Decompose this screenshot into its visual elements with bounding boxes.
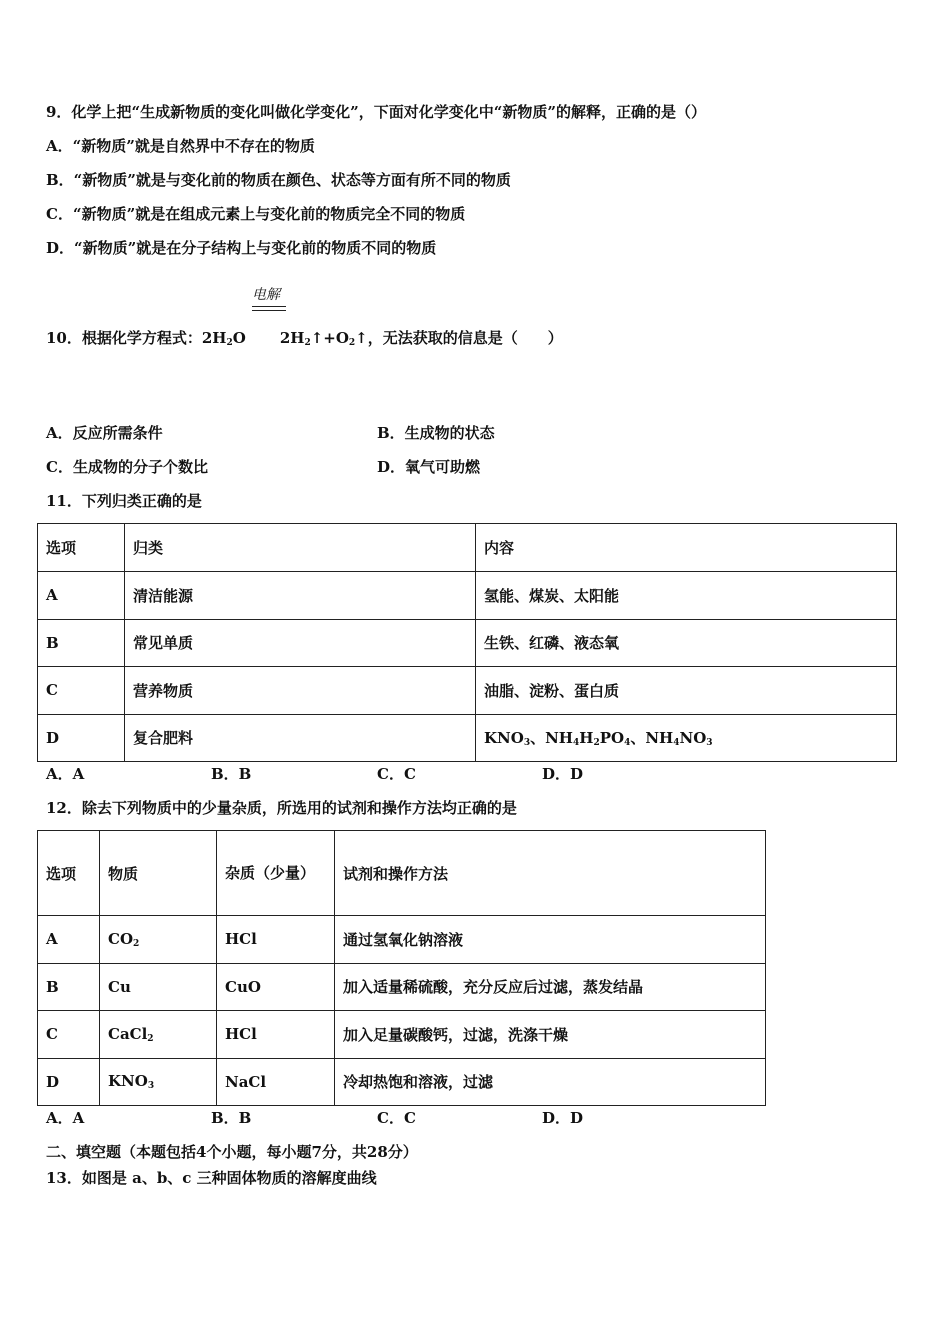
q9-stem: 9．化学上把“生成新物质的变化叫做化学变化”，下面对化学变化中“新物质”的解释，正确的是（）	[46, 103, 706, 121]
cell-option: C	[38, 1011, 100, 1059]
cell-option: B	[38, 619, 125, 667]
cell-substance: Cu	[100, 963, 217, 1011]
q12-answer-option: C．C	[377, 1109, 416, 1127]
cell-method: 加入足量碳酸钙，过滤，洗涤干燥	[335, 1011, 766, 1059]
q10-option-d: D．氧气可助燃	[377, 458, 481, 476]
header-substance: 物质	[100, 831, 217, 916]
cell-impurity: HCl	[217, 1011, 335, 1059]
header-impurity: 杂质（少量）	[217, 831, 335, 916]
q11-stem: 11．下列归类正确的是	[46, 492, 202, 510]
table-row	[38, 1058, 766, 1106]
cell-option: C	[38, 667, 125, 715]
header-content: 内容	[476, 524, 897, 572]
cell-option: D	[38, 1058, 100, 1106]
cell-method: 冷却热饱和溶液，过滤	[335, 1058, 766, 1106]
q10-option-a: A．反应所需条件	[46, 424, 163, 442]
reactant-formula: $2H_2O$	[201, 329, 246, 348]
product-formula: $2H_2↑+O_2↑$	[279, 329, 368, 348]
cell-category: 复合肥料	[125, 714, 476, 762]
section-2-heading: 二、填空题（本题包括4个小题，每小题7分，共28分）	[46, 1143, 418, 1161]
q10-suffix: ，无法获取的信息是（ ）	[367, 329, 563, 347]
q10-stem	[46, 328, 563, 353]
q9-option-a: A．“新物质”就是自然界中不存在的物质	[46, 137, 315, 155]
reaction-condition: 电解	[252, 287, 280, 303]
table-row	[38, 667, 897, 715]
cell-option: D	[38, 714, 125, 762]
cell-impurity: CuO	[217, 963, 335, 1011]
q10-option-c: C．生成物的分子个数比	[46, 458, 208, 476]
cell-content: 氢能、煤炭、太阳能	[476, 572, 897, 620]
cell-method: 加入适量稀硫酸，充分反应后过滤，蒸发结晶	[335, 963, 766, 1011]
q12-table	[37, 830, 766, 1106]
q9-option-b: B．“新物质”就是与变化前的物质在颜色、状态等方面有所不同的物质	[46, 171, 511, 189]
header-option: 选项	[38, 831, 100, 916]
q11-answer-option: D．D	[542, 765, 584, 783]
cell-substance: $CO_2$	[100, 916, 217, 964]
cell-substance: $KNO_3$	[100, 1058, 217, 1106]
q13-stem: 13．如图是 a、b、c 三种固体物质的溶解度曲线	[46, 1169, 377, 1187]
header-method: 试剂和操作方法	[335, 831, 766, 916]
cell-impurity: HCl	[217, 916, 335, 964]
table-row	[38, 714, 897, 762]
cell-category: 常见单质	[125, 619, 476, 667]
cell-category: 清洁能源	[125, 572, 476, 620]
q10-option-b: B．生成物的状态	[377, 424, 495, 442]
q11-table	[37, 523, 897, 762]
cell-option: B	[38, 963, 100, 1011]
header-option: 选项	[38, 524, 125, 572]
q12-answer-option: B．B	[211, 1109, 252, 1127]
cell-content: $KNO_3$、$NH_4H_2PO_4$、$NH_4NO_3$	[476, 714, 897, 762]
cell-content: 油脂、淀粉、蛋白质	[476, 667, 897, 715]
q11-answer-option: B．B	[211, 765, 252, 783]
q9-option-c: C．“新物质”就是在组成元素上与变化前的物质完全不同的物质	[46, 205, 466, 223]
cell-substance: CaCl$_2$	[100, 1011, 217, 1059]
header-category: 归类	[125, 524, 476, 572]
cell-option: A	[38, 916, 100, 964]
table-row	[38, 916, 766, 964]
q12-answer-option: D．D	[542, 1109, 584, 1127]
q11-answer-option: C．C	[377, 765, 416, 783]
table-row	[38, 619, 897, 667]
q12-stem: 12．除去下列物质中的少量杂质，所选用的试剂和操作方法均正确的是	[46, 799, 517, 817]
table-row	[38, 1011, 766, 1059]
equation-equals-sign	[252, 306, 286, 311]
table-row	[38, 572, 897, 620]
q11-answer-option: A．A	[46, 765, 85, 783]
cell-method: 通过氢氧化钠溶液	[335, 916, 766, 964]
cell-content: 生铁、红磷、液态氧	[476, 619, 897, 667]
q9-option-d: D．“新物质”就是在分子结构上与变化前的物质不同的物质	[46, 239, 437, 257]
q12-answer-option: A．A	[46, 1109, 85, 1127]
cell-impurity: NaCl	[217, 1058, 335, 1106]
q10-prefix: 10．根据化学方程式：	[46, 329, 202, 347]
cell-option: A	[38, 572, 125, 620]
cell-category: 营养物质	[125, 667, 476, 715]
table-row	[38, 963, 766, 1011]
